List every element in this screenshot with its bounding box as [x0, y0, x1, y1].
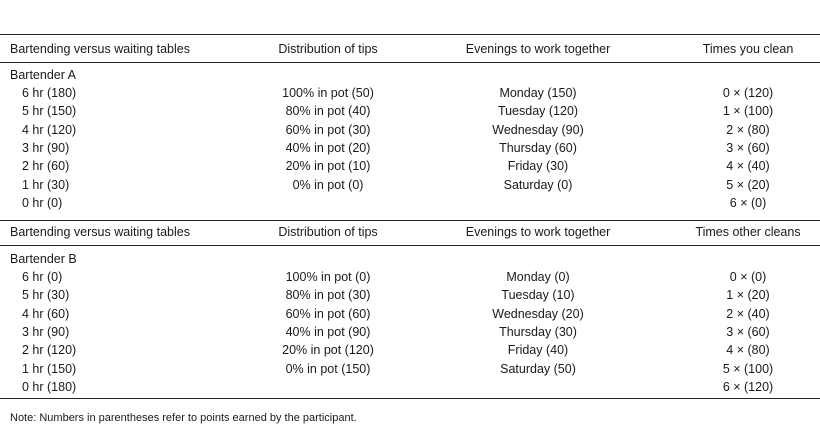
cell-times-clean: 0 × (120): [722, 86, 774, 100]
table-row: [0, 305, 820, 323]
table-row: [0, 360, 820, 378]
cell-tips: 100% in pot (0): [285, 270, 371, 284]
cell-tips: 20% in pot (10): [285, 159, 371, 174]
table-row: [0, 84, 820, 102]
cell-tips: 0% in pot (0): [292, 177, 364, 192]
cell-hours: 6 hr (0): [22, 270, 63, 284]
cell-evening: Thursday (30): [499, 324, 577, 339]
cell-evening: Wednesday (90): [492, 122, 584, 137]
table-row: [0, 121, 820, 139]
table-row: [0, 176, 820, 194]
cell-tips: 40% in pot (20): [285, 140, 371, 155]
section-label-bartender-a: Bartender A: [10, 68, 77, 82]
cell-times-clean: 3 × (60): [726, 324, 770, 339]
header-col-times-other-cleans: Times other cleans: [695, 225, 801, 239]
cell-evening: Friday (30): [507, 159, 569, 174]
header-col-evenings: Evenings to work together: [465, 225, 611, 239]
cell-tips: 100% in pot (50): [282, 86, 374, 100]
cell-hours: 4 hr (120): [22, 122, 77, 137]
cell-evening: Tuesday (10): [501, 288, 575, 303]
table-row: [0, 157, 820, 175]
cell-tips: 0% in pot (150): [285, 361, 371, 376]
cell-times-clean: 2 × (40): [726, 306, 770, 321]
table-row: [0, 102, 820, 120]
section-label-row-b: [0, 250, 820, 268]
cell-tips: 60% in pot (60): [285, 306, 371, 321]
cell-tips: 20% in pot (120): [282, 343, 374, 358]
cell-times-clean: 3 × (60): [726, 140, 770, 155]
header-col-bartending: Bartending versus waiting tables: [10, 42, 190, 56]
cell-tips: 80% in pot (30): [285, 288, 371, 303]
cell-evening: Tuesday (120): [497, 104, 579, 119]
cell-hours: 2 hr (60): [22, 159, 70, 174]
cell-hours: 3 hr (90): [22, 324, 70, 339]
cell-times-clean: 1 × (100): [722, 104, 774, 119]
table-row: [0, 268, 820, 286]
cell-hours: 5 hr (150): [22, 104, 77, 119]
table-top-rule: [0, 34, 820, 35]
header-col-times-you-clean: Times you clean: [702, 42, 794, 56]
cell-times-clean: 4 × (80): [726, 343, 770, 358]
table-row: [0, 286, 820, 304]
header-col-tips: Distribution of tips: [278, 225, 378, 239]
cell-evening: Friday (40): [507, 343, 569, 358]
cell-hours: 0 hr (180): [22, 379, 77, 394]
section-label-row-a: [0, 66, 820, 84]
table-row: [0, 323, 820, 341]
table-header-row-a: [0, 40, 820, 58]
header-b-rule: [0, 245, 820, 246]
cell-evening: Thursday (60): [499, 140, 577, 155]
cell-evening: Monday (0): [506, 270, 570, 284]
cell-times-clean: 0 × (0): [729, 270, 767, 284]
cell-times-clean: 1 × (20): [726, 288, 770, 303]
header-col-evenings: Evenings to work together: [465, 42, 611, 56]
cell-evening: Monday (150): [499, 86, 577, 100]
table-row: [0, 139, 820, 157]
cell-evening: Wednesday (20): [492, 306, 584, 321]
section-a-bottom-rule: [0, 220, 820, 221]
cell-hours: 3 hr (90): [22, 140, 70, 155]
cell-times-clean: 6 × (0): [729, 195, 767, 210]
cell-hours: 1 hr (150): [22, 361, 77, 376]
table-row: [0, 194, 820, 212]
cell-hours: 2 hr (120): [22, 343, 77, 358]
cell-times-clean: 4 × (40): [726, 159, 770, 174]
section-label-bartender-b: Bartender B: [10, 252, 77, 266]
cell-hours: 1 hr (30): [22, 177, 70, 192]
cell-times-clean: 2 × (80): [726, 122, 770, 137]
cell-hours: 6 hr (180): [22, 86, 77, 100]
cell-times-clean: 5 × (20): [726, 177, 770, 192]
cell-tips: 40% in pot (90): [285, 324, 371, 339]
cell-hours: 4 hr (60): [22, 306, 70, 321]
table-header-row-b: [0, 223, 820, 241]
table-bottom-rule: [0, 398, 820, 399]
table-row: [0, 378, 820, 396]
cell-tips: 80% in pot (40): [285, 104, 371, 119]
cell-tips: 60% in pot (30): [285, 122, 371, 137]
table-row: [0, 341, 820, 359]
header-col-bartending: Bartending versus waiting tables: [10, 225, 190, 239]
cell-hours: 5 hr (30): [22, 288, 70, 303]
cell-evening: Saturday (0): [503, 177, 573, 192]
cell-evening: Saturday (50): [500, 361, 576, 376]
header-a-rule: [0, 62, 820, 63]
table-note: Note: Numbers in parentheses refer to points earned by the participant.: [10, 412, 357, 424]
cell-times-clean: 6 × (120): [722, 379, 774, 394]
cell-times-clean: 5 × (100): [722, 361, 774, 376]
cell-hours: 0 hr (0): [22, 195, 63, 210]
header-col-tips: Distribution of tips: [278, 42, 378, 56]
